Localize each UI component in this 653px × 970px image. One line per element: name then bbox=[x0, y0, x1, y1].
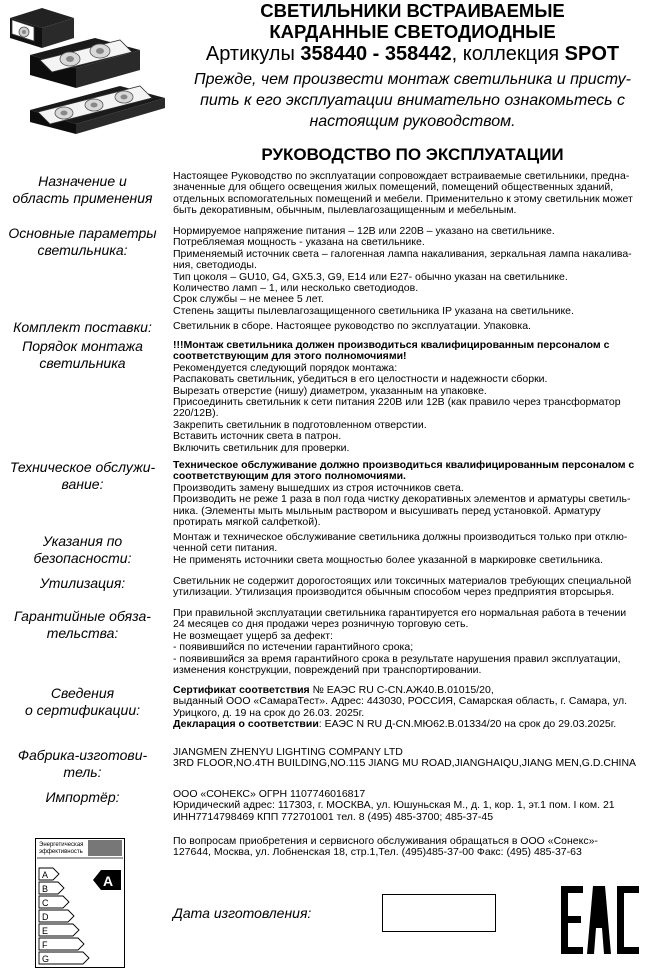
text-line: быть декоративным, обычным, пылевлагозащищенным и мебельным. bbox=[173, 204, 517, 217]
label-line: тельства: bbox=[46, 625, 119, 641]
text-line: Вставить источник света в патрон. bbox=[173, 430, 342, 443]
document-title bbox=[172, 0, 653, 42]
declaration-number: : ЕАЭС N RU Д-CN.МЮ62.В.01334/20 на срок до 29.03.2025г. bbox=[318, 718, 617, 731]
text-line: Рекомендуется следующий порядок монтажа: bbox=[173, 361, 398, 374]
text-line: Закрепить светильник в подготовленном отверстии. bbox=[173, 418, 427, 431]
text-line: Производить не реже 1 раза в пол года чистку декоративных элементов и арматуры светиль- bbox=[173, 493, 631, 506]
text-line: выданный ООО «СамараТест». Адрес: 443030, РОССИЯ, Самарская область, г. Самара, ул. bbox=[173, 695, 628, 708]
section-label-disposal: Утилизация: bbox=[39, 575, 126, 591]
text-line: Срок службы – не менее 5 лет. bbox=[173, 293, 324, 306]
text-line: Юридический адрес: 117303, г. МОСКВА, ул. Юшуньская М., д. 1, кор. 1, эт.1 пом. I ком. 21 bbox=[173, 799, 615, 812]
manufacture-date-label: Дата изготовления: bbox=[173, 905, 312, 921]
certificate-number: № ЕАЭС RU C-CN.АЖ40.В.01015/20, bbox=[309, 684, 494, 696]
title-line: КАРДАННЫЕ СВЕТОДИОДНЫЕ bbox=[269, 21, 556, 42]
text-line: Применяемый источник света – галогенная лампа накаливания, зеркальная лампа накалива- bbox=[173, 247, 632, 260]
articles-prefix: Артикулы bbox=[205, 43, 301, 65]
energy-class-letter: G bbox=[42, 954, 50, 964]
section-text-importer bbox=[173, 789, 651, 823]
energy-label-brand-block bbox=[88, 840, 122, 856]
manual-title: РУКОВОДСТВО ПО ЭКСПЛУАТАЦИИ bbox=[261, 145, 564, 164]
eac-mark bbox=[559, 884, 641, 956]
text-line: ИНН7714798469 КПП 772701001 тел. 8 (495) 485-3700; 485-37-45 bbox=[173, 810, 494, 823]
section-text-disposal bbox=[173, 576, 651, 599]
label-line: Фабрика-изготови- bbox=[17, 747, 148, 763]
text-line: Светильник не содержит дорогостоящих или токсичных материалов требующих специальной bbox=[173, 575, 632, 587]
section-text-certification bbox=[173, 685, 651, 731]
text-line: значенные для общего освещения жилых помещений, помещений общественных зданий, bbox=[173, 181, 614, 194]
text-line: - появившийся по истечении гарантийного срока; bbox=[173, 641, 414, 654]
text-line: утилизации. Утилизация производится обычным способом через предприятия вторсырья. bbox=[173, 586, 615, 599]
collection-name: SPOT bbox=[564, 43, 620, 65]
text-line: Нормируемое напряжение питания – 12В или 220В – указано на светильнике. bbox=[173, 225, 555, 237]
product-images bbox=[0, 0, 170, 135]
energy-selected-letter: A bbox=[102, 873, 114, 889]
section-text-safety bbox=[173, 532, 651, 566]
text-line-bold: соответствующим для этого полномочиями. bbox=[173, 470, 406, 483]
triple-luminaire-image bbox=[30, 86, 165, 134]
label-line: Техническое обслужи- bbox=[9, 459, 156, 475]
energy-class-letter: A bbox=[42, 870, 49, 880]
section-label-importer: Импортёр: bbox=[45, 789, 120, 805]
energy-class-letter: F bbox=[42, 940, 48, 950]
section-label-maintenance bbox=[0, 459, 165, 493]
section-text-maintenance bbox=[173, 460, 651, 528]
text-line: Степень защиты пылевлагозащищенного светильника IP указана на светильнике. bbox=[173, 304, 574, 317]
energy-efficiency-label bbox=[35, 838, 125, 968]
text-line: Количество ламп – 1, или несколько светодиодов. bbox=[173, 282, 419, 295]
text-line: Производить замену вышедших из строя источников света. bbox=[173, 481, 464, 494]
text-line: Присоединить светильник к сети питания 220В или 12В (как правило через трансформатор bbox=[173, 396, 621, 409]
articles-range: 358440 - 358442 bbox=[300, 43, 452, 65]
section-label-certification bbox=[0, 685, 165, 719]
text-line: Включить светильник для проверки. bbox=[173, 441, 350, 454]
energy-class-letter: D bbox=[42, 912, 49, 922]
read-manual-warning bbox=[172, 69, 653, 132]
label-line: Основные параметры bbox=[8, 225, 157, 241]
section-label-warranty bbox=[0, 608, 165, 642]
text-line: JIANGMEN ZHENYU LIGHTING COMPANY LTD bbox=[173, 746, 403, 758]
section-text-purpose bbox=[173, 171, 651, 217]
section-text-mounting bbox=[173, 340, 651, 454]
label-line: светильника: bbox=[37, 242, 128, 258]
text-line: - появившийся за время гарантийного срока в результате нарушения правил эксплуатации, bbox=[173, 652, 621, 665]
text-line-bold: соответствующим для этого полномочиями! bbox=[173, 350, 407, 363]
text-line: 127644, Москва, ул. Лобненская 18, стр.1,Тел. (495)485-37-00 Факс: (495) 485-37-63 bbox=[173, 846, 582, 859]
energy-label-header: Энергетическая bbox=[39, 842, 84, 848]
label-line: Порядок монтажа bbox=[22, 338, 143, 354]
text-line: Не возмещает ущерб за дефект: bbox=[173, 629, 333, 642]
section-text-warranty bbox=[173, 608, 651, 676]
text-line: Монтаж и техническое обслуживание светильника должны производиться только при отклю- bbox=[173, 531, 628, 543]
section-label-mounting bbox=[0, 338, 165, 372]
text-line: 220/12В). bbox=[173, 407, 219, 420]
energy-class-letter: E bbox=[42, 926, 49, 936]
text-line: протирать мягкой салфеткой). bbox=[173, 516, 321, 529]
warning-line: пить к его эксплуатации внимательно ознакомьтесь с bbox=[200, 92, 625, 109]
article-numbers bbox=[172, 42, 653, 66]
energy-label-header: эффективность bbox=[39, 849, 83, 855]
text-line: изменения конструкции, повреждений при транспортировании. bbox=[173, 664, 482, 677]
text-line: По вопросам приобретения и сервисного обслуживания обращаться в ООО «Сонекс»- bbox=[173, 835, 598, 847]
text-line: Вырезать отверстие (нишу) диаметром, указанным на упаковке. bbox=[173, 384, 487, 397]
text-line: ника. (Элементы мыть мыльным раствором и высушивать перед установкой. Арматуру bbox=[173, 504, 601, 517]
section-label-purpose bbox=[0, 173, 165, 207]
label-line: область применения bbox=[12, 190, 153, 206]
text-line: Не применять источники света мощностью более указанной в маркировке светильника. bbox=[173, 553, 604, 566]
label-line: Указания по bbox=[42, 533, 123, 549]
manufacture-date-box bbox=[382, 894, 496, 932]
declaration-heading: Декларация о соответствии bbox=[173, 718, 319, 731]
section-label-kit: Комплект поставки: bbox=[13, 319, 152, 335]
text-line: Распаковать светильник, убедиться в его целостности и надежности сборки. bbox=[173, 373, 548, 386]
energy-class-letter: C bbox=[42, 898, 49, 908]
text-line: Потребляемая мощность - указана на светильнике. bbox=[173, 236, 425, 249]
certificate-heading: Сертификат соответствия bbox=[173, 684, 310, 696]
text-line: При правильной эксплуатации светильника гарантируется его нормальная работа в течении bbox=[173, 607, 627, 619]
section-text-factory bbox=[173, 747, 651, 770]
text-line: Тип цоколя – GU10, G4, GX5.3, G9, E14 или E27- обычно указан на светильнике. bbox=[173, 270, 568, 283]
text-line-bold: Техническое обслуживание должно производиться квалифицированным персоналом с bbox=[173, 459, 635, 471]
label-line: о сертификации: bbox=[24, 702, 141, 718]
section-label-parameters bbox=[0, 225, 165, 259]
text-line: Урицкого, д. 19 на срок до 26.03. 2025г. bbox=[173, 706, 365, 719]
text-line: Светильник в сборе. Настоящее руководство по эксплуатации. Упаковка. bbox=[173, 320, 531, 332]
text-line: Настоящее Руководство по эксплуатации сопровождает встраиваемые светильники, предна- bbox=[173, 170, 630, 182]
section-text-kit bbox=[173, 321, 651, 332]
label-line: тель: bbox=[63, 764, 102, 780]
declaration-line bbox=[173, 719, 651, 730]
text-line: ния, светодиоды. bbox=[173, 259, 257, 272]
label-line: Назначение и bbox=[38, 173, 127, 189]
label-line: Гарантийные обяза- bbox=[14, 608, 151, 624]
articles-mid: , коллекция bbox=[451, 43, 565, 65]
text-line-bold: !!!Монтаж светильника должен производиться квалифицированным персоналом с bbox=[173, 339, 610, 351]
text-line: ченной сети питания. bbox=[173, 542, 278, 555]
text-line: отдельных вспомогательных помещений и мебели. Применительно к этому светильник может bbox=[173, 192, 633, 205]
label-line: светильника bbox=[39, 355, 126, 371]
label-line: вание: bbox=[61, 476, 104, 492]
section-label-safety bbox=[0, 533, 165, 567]
section-label-factory bbox=[0, 747, 165, 781]
contact-info bbox=[173, 836, 651, 859]
label-line: Сведения bbox=[50, 685, 115, 701]
title-line: СВЕТИЛЬНИКИ ВСТРАИВАЕМЫЕ bbox=[260, 0, 565, 21]
energy-class-letter: B bbox=[42, 884, 49, 894]
single-luminaire-image bbox=[10, 8, 74, 48]
label-line: безопасности: bbox=[33, 550, 132, 566]
text-line: ООО «СОНЕКС» ОГРН 1107746016817 bbox=[173, 788, 366, 800]
text-line: 3RD FLOOR,NO.4TH BUILDING,NO.115 JIANG MU ROAD,JIANGHAIQU,JIANG MEN,G.D.CHINA bbox=[173, 757, 637, 770]
warning-line: настоящим руководством. bbox=[309, 113, 516, 130]
warning-line: Прежде, чем произвести монтаж светильника и присту- bbox=[194, 71, 631, 88]
section-text-parameters bbox=[173, 226, 651, 317]
text-line: 24 месяцев со дня продажи через розничную торговую сеть. bbox=[173, 618, 469, 631]
